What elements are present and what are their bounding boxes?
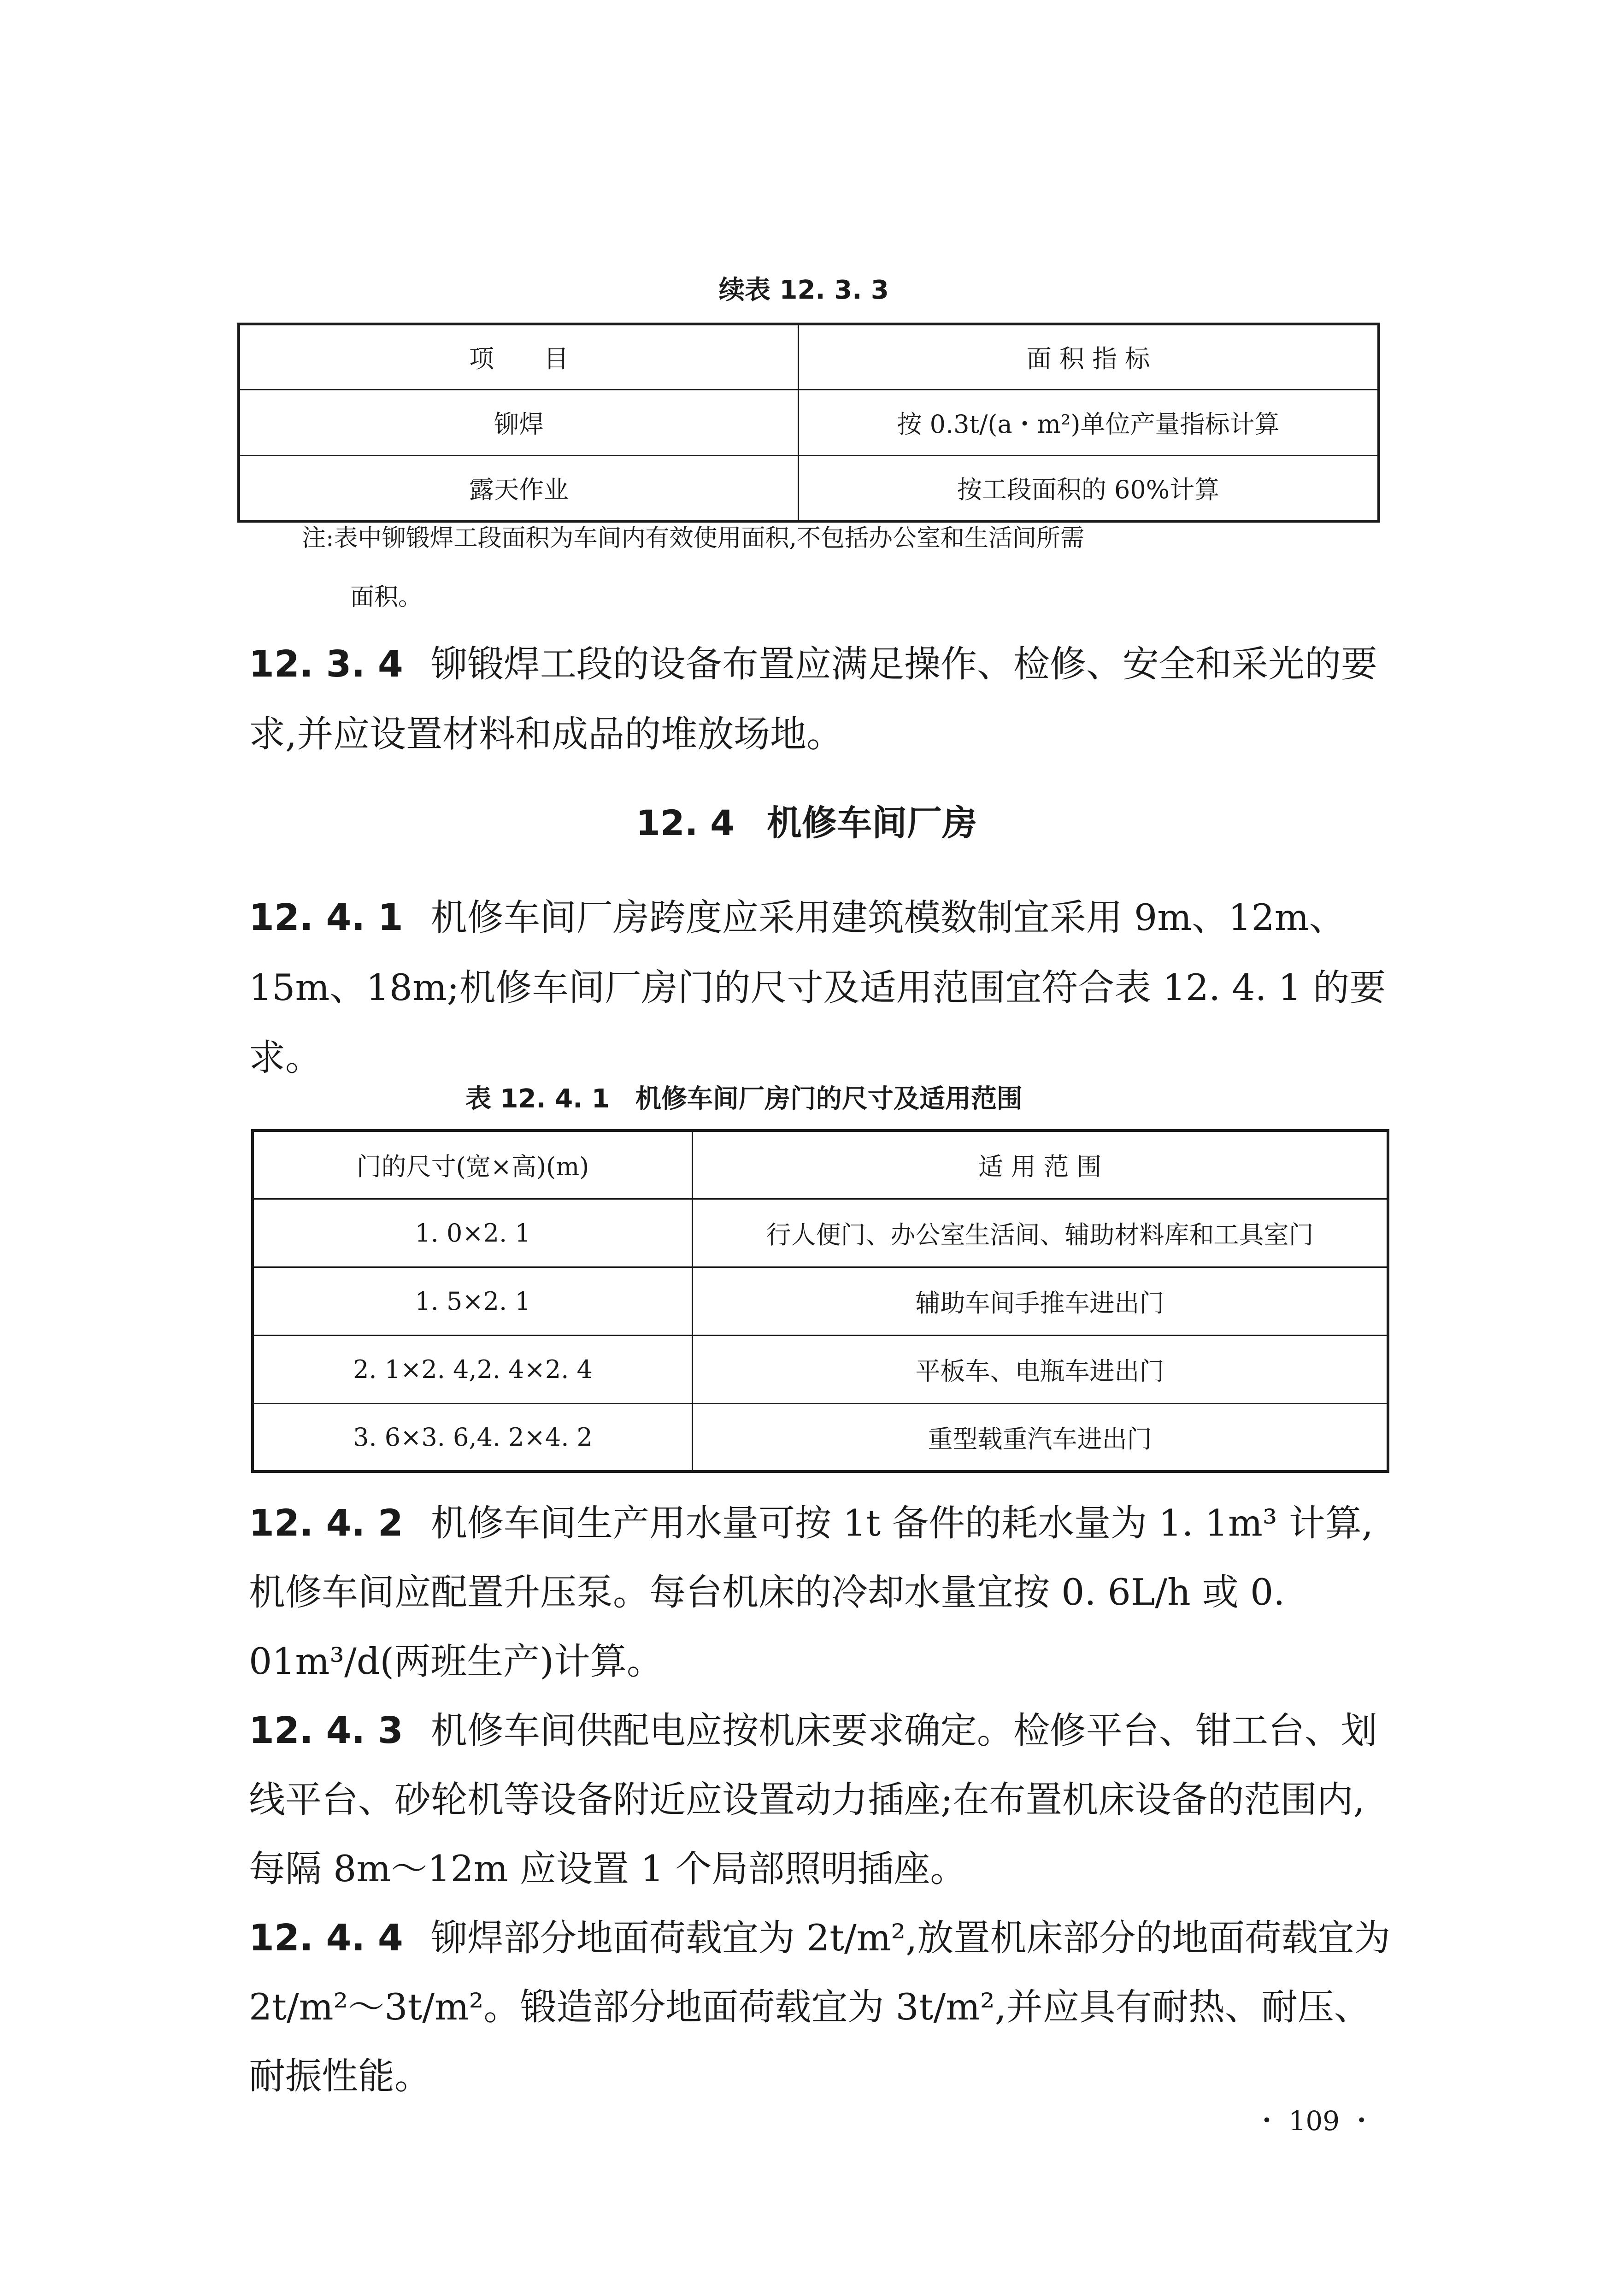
clause-number: 12. 4. 1 [249, 896, 403, 939]
table-header-row [253, 1130, 1388, 1199]
table-note-line2: 面积。 [350, 583, 423, 611]
table-row [253, 1267, 1388, 1335]
header-cell: 面 积 指 标 [799, 324, 1379, 389]
table-cell: 露天作业 [239, 455, 799, 521]
table-cell: 行人便门、办公室生活间、辅助材料库和工具室门 [693, 1199, 1388, 1267]
table-cell: 按 0.3t/(a・m²)单位产量指标计算 [799, 389, 1379, 455]
table-cell: 重型载重汽车进出门 [693, 1403, 1388, 1472]
clause-number: 12. 3. 4 [249, 643, 403, 685]
table-row [239, 455, 1379, 521]
clause-text: 机修车间供配电应按机床要求确定。检修平台、钳工台、划线平台、砂轮机等设备附近应设置动力插座;在布置机床设备的范围内,每隔 8m～12m 应设置 1 个局部照明插座。 [249, 1709, 1377, 1890]
table-cell: 1. 5×2. 1 [253, 1267, 693, 1335]
section-number: 12. 4 [636, 802, 735, 843]
clause-12-4-2 [249, 1489, 1392, 1696]
section-heading [636, 795, 977, 845]
table-cell: 按工段面积的 60%计算 [799, 455, 1379, 521]
section-title: 机修车间厂房 [766, 802, 977, 843]
clause-number: 12. 4. 3 [249, 1709, 403, 1752]
clause-text: 铆焊部分地面荷载宜为 2t/m²,放置机床部分的地面荷载宜为 2t/m²～3t/m²。锻造部分地面荷载宜为 3t/m²,并应具有耐热、耐压、耐振性能。 [249, 1917, 1391, 2097]
table-cell: 2. 1×2. 4,2. 4×2. 4 [253, 1335, 693, 1403]
table-cell: 平板车、电瓶车进出门 [693, 1335, 1388, 1403]
clause-number: 12. 4. 2 [249, 1502, 403, 1544]
table-note-line1: 注:表中铆锻焊工段面积为车间内有效使用面积,不包括办公室和生活间所需 [302, 524, 1085, 552]
header-cell: 门的尺寸(宽×高)(m) [253, 1130, 693, 1199]
clause-12-4-4 [249, 1903, 1392, 2111]
page-number: ・ 109 ・ [1253, 2105, 1375, 2137]
clause-number: 12. 4. 4 [249, 1917, 403, 1959]
clause-12-4-3 [249, 1696, 1392, 1903]
table-cell: 辅助车间手推车进出门 [693, 1267, 1388, 1335]
table-cell: 铆焊 [239, 389, 799, 455]
table-12-4-1 [251, 1129, 1389, 1473]
clause-12-4-1 [249, 883, 1392, 1093]
table-caption-cont: 续表 12. 3. 3 [719, 275, 889, 305]
clause-text: 机修车间厂房跨度应采用建筑模数制宜采用 9m、12m、15m、18m;机修车间厂房门的尺寸及适用范围宜符合表 12. 4. 1 的要求。 [249, 896, 1386, 1079]
clause-text: 铆锻焊工段的设备布置应满足操作、检修、安全和采光的要求,并应设置材料和成品的堆放场地。 [249, 643, 1377, 755]
table-caption-12-4-1: 表 12. 4. 1 机修车间厂房门的尺寸及适用范围 [465, 1084, 1023, 1114]
table-12-3-3-cont [237, 323, 1380, 523]
table-header-row [239, 324, 1379, 389]
clause-12-3-4 [249, 629, 1392, 769]
clause-text: 机修车间生产用水量可按 1t 备件的耗水量为 1. 1m³ 计算,机修车间应配置升压泵。每台机床的冷却水量宜按 0. 6L/h 或 0. 01m³/d(两班生产)计算。 [249, 1502, 1373, 1683]
table-cell: 1. 0×2. 1 [253, 1199, 693, 1267]
table-row [253, 1335, 1388, 1403]
table-row [239, 389, 1379, 455]
header-cell: 适 用 范 围 [693, 1130, 1388, 1199]
table-row [253, 1199, 1388, 1267]
header-cell: 项 目 [239, 324, 799, 389]
table-cell: 3. 6×3. 6,4. 2×4. 2 [253, 1403, 693, 1472]
table-row [253, 1403, 1388, 1472]
